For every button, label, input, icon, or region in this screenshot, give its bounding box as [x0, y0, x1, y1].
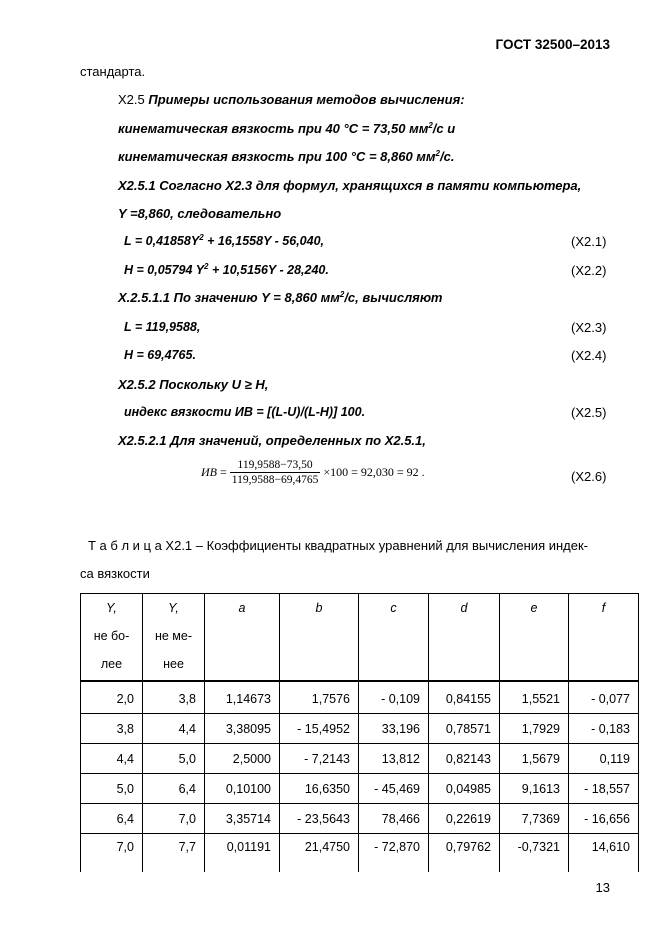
- table-cell: - 18,557: [569, 774, 639, 804]
- table-cell: 13,812: [359, 744, 429, 774]
- kv40-tail: /с и: [432, 121, 456, 136]
- eq-number-x24: (X2.4): [571, 348, 607, 363]
- section-x25-number: X2.5: [118, 92, 145, 107]
- kv100-sup: 2: [435, 149, 440, 158]
- table-cell: 21,4750: [280, 834, 359, 873]
- formula-numerator: 119,9588−73,50: [230, 459, 321, 473]
- section-x252: X2.5.2 Поскольку U ≥ H,: [118, 377, 269, 392]
- table-cell: 2,0: [81, 681, 143, 714]
- table-cell: 0,82143: [429, 744, 500, 774]
- x25111-tail: /с, вычисляют: [344, 290, 443, 305]
- equation-H-part1: H = 0,05794 Y: [124, 263, 205, 277]
- header-y-max-line1: Y,: [106, 601, 117, 615]
- table-cell: 14,610: [569, 834, 639, 873]
- table-cell: 9,1613: [500, 774, 569, 804]
- viscosity-index-formula: индекс вязкости ИВ = [(L-U)/(L-H)] 100.: [124, 405, 366, 419]
- page-number: 13: [595, 880, 610, 895]
- header-y-max-line3: лее: [100, 657, 123, 671]
- eq-number-x21: (X2.1): [571, 234, 607, 249]
- header-y-max: [81, 594, 143, 682]
- equation-H: [124, 263, 329, 277]
- table-row: [81, 681, 639, 714]
- section-x2511: X2.5.1 Согласно X2.3 для формул, хранящихся в памяти компьютера,: [118, 178, 582, 193]
- table-cell: - 0,077: [569, 681, 639, 714]
- header-y-min-line3: нее: [163, 657, 184, 671]
- table-cell: 0,84155: [429, 681, 500, 714]
- table-row: [81, 804, 639, 834]
- coefficients-table: [80, 593, 639, 872]
- table-cell: 2,5000: [205, 744, 280, 774]
- eq-number-x23: (X2.3): [571, 320, 607, 335]
- table-row: [81, 714, 639, 744]
- equation-L-sup: 2: [199, 233, 204, 242]
- header-y-min-line1: Y,: [168, 601, 179, 615]
- table-cell: - 45,469: [359, 774, 429, 804]
- section-x25-title: Примеры использования методов вычисления:: [148, 92, 465, 107]
- section-x2521: X2.5.2.1 Для значений, определенных по X2.5.1,: [118, 433, 426, 448]
- header-b: b: [280, 594, 359, 682]
- kv100-tail: /с.: [440, 149, 455, 164]
- eq-number-x25: (X2.5): [571, 405, 607, 420]
- header-c: c: [359, 594, 429, 682]
- kinematic-viscosity-40: [118, 121, 455, 136]
- table-cell: - 16,656: [569, 804, 639, 834]
- table-cell: - 0,109: [359, 681, 429, 714]
- header-f: f: [569, 594, 639, 682]
- formula-lhs: ИВ: [201, 464, 217, 479]
- table-cell: 5,0: [81, 774, 143, 804]
- table-header-row: [81, 594, 639, 682]
- table-cell: 0,22619: [429, 804, 500, 834]
- table-row: [81, 834, 639, 873]
- table-caption-line1: Т а б л и ц а X2.1 – Коэффициенты квадратных уравнений для вычисления индек-: [88, 538, 588, 553]
- table-cell: 1,14673: [205, 681, 280, 714]
- header-a: a: [205, 594, 280, 682]
- header-y-min-line2: не ме-: [154, 629, 193, 643]
- table-cell: - 23,5643: [280, 804, 359, 834]
- table-cell: 0,79762: [429, 834, 500, 873]
- kv100-text: кинематическая вязкость при 100 °С = 8,860 мм: [118, 149, 436, 164]
- table-cell: 1,7929: [500, 714, 569, 744]
- standard-header: ГОСТ 32500–2013: [495, 37, 610, 52]
- formula-eq-sign: =: [217, 464, 230, 479]
- header-e: e: [500, 594, 569, 682]
- table-cell: 3,38095: [205, 714, 280, 744]
- table-cell: 0,78571: [429, 714, 500, 744]
- table-cell: - 7,2143: [280, 744, 359, 774]
- table-row: [81, 744, 639, 774]
- eq-number-x22: (X2.2): [571, 263, 607, 278]
- table-cell: 6,4: [81, 804, 143, 834]
- equation-H-part2: + 10,5156Y - 28,240.: [208, 263, 329, 277]
- equation-L-part1: L = 0,41858Y: [124, 234, 200, 248]
- table-cell: 4,4: [143, 714, 205, 744]
- table-cell: 7,0: [81, 834, 143, 873]
- formula-fraction: [230, 459, 321, 486]
- table-cell: 3,35714: [205, 804, 280, 834]
- table-cell: 0,10100: [205, 774, 280, 804]
- table-cell: 7,0: [143, 804, 205, 834]
- table-row: [81, 774, 639, 804]
- table-cell: 0,119: [569, 744, 639, 774]
- table-cell: 6,4: [143, 774, 205, 804]
- kv40-text: кинематическая вязкость при 40 °С = 73,50 мм: [118, 121, 429, 136]
- x25111-sup: 2: [339, 290, 345, 299]
- formula-rhs: ×100 = 92,030 = 92 .: [320, 464, 425, 479]
- kv40-sup: 2: [428, 121, 433, 130]
- table-cell: 5,0: [143, 744, 205, 774]
- header-y-min: [143, 594, 205, 682]
- table-cell: - 72,870: [359, 834, 429, 873]
- equation-L-part2: + 16,1558Y - 56,040,: [203, 234, 324, 248]
- table-cell: 1,7576: [280, 681, 359, 714]
- table-caption-line2: са вязкости: [80, 566, 150, 581]
- table-cell: 7,7369: [500, 804, 569, 834]
- table-cell: 4,4: [81, 744, 143, 774]
- table-cell: 16,6350: [280, 774, 359, 804]
- H-value: H = 69,4765.: [124, 348, 196, 362]
- table-cell: 1,5521: [500, 681, 569, 714]
- section-x25: [118, 92, 465, 107]
- x25111-text: X.2.5.1.1 По значению Y = 8,860 мм: [118, 290, 340, 305]
- header-y-max-line2: не бо-: [93, 629, 130, 643]
- continuation-text: стандарта.: [80, 64, 146, 79]
- viscosity-index-calculation: [201, 459, 425, 486]
- table-cell: 3,8: [143, 681, 205, 714]
- formula-denominator: 119,9588−69,4765: [231, 474, 319, 486]
- table-cell: - 15,4952: [280, 714, 359, 744]
- table-cell: - 0,183: [569, 714, 639, 744]
- table-cell: 3,8: [81, 714, 143, 744]
- equation-L: [124, 234, 324, 248]
- table-cell: 0,01191: [205, 834, 280, 873]
- L-value: L = 119,9588,: [124, 320, 201, 334]
- section-x25111: [118, 290, 442, 305]
- table-cell: 7,7: [143, 834, 205, 873]
- table-cell: -0,7321: [500, 834, 569, 873]
- equation-H-sup: 2: [204, 262, 209, 271]
- kinematic-viscosity-100: [118, 149, 454, 164]
- table-cell: 33,196: [359, 714, 429, 744]
- table-cell: 0,04985: [429, 774, 500, 804]
- table-cell: 1,5679: [500, 744, 569, 774]
- eq-number-x26: (X2.6): [571, 469, 607, 484]
- header-d: d: [429, 594, 500, 682]
- y-value-line: Y =8,860, следовательно: [118, 206, 282, 221]
- table-cell: 78,466: [359, 804, 429, 834]
